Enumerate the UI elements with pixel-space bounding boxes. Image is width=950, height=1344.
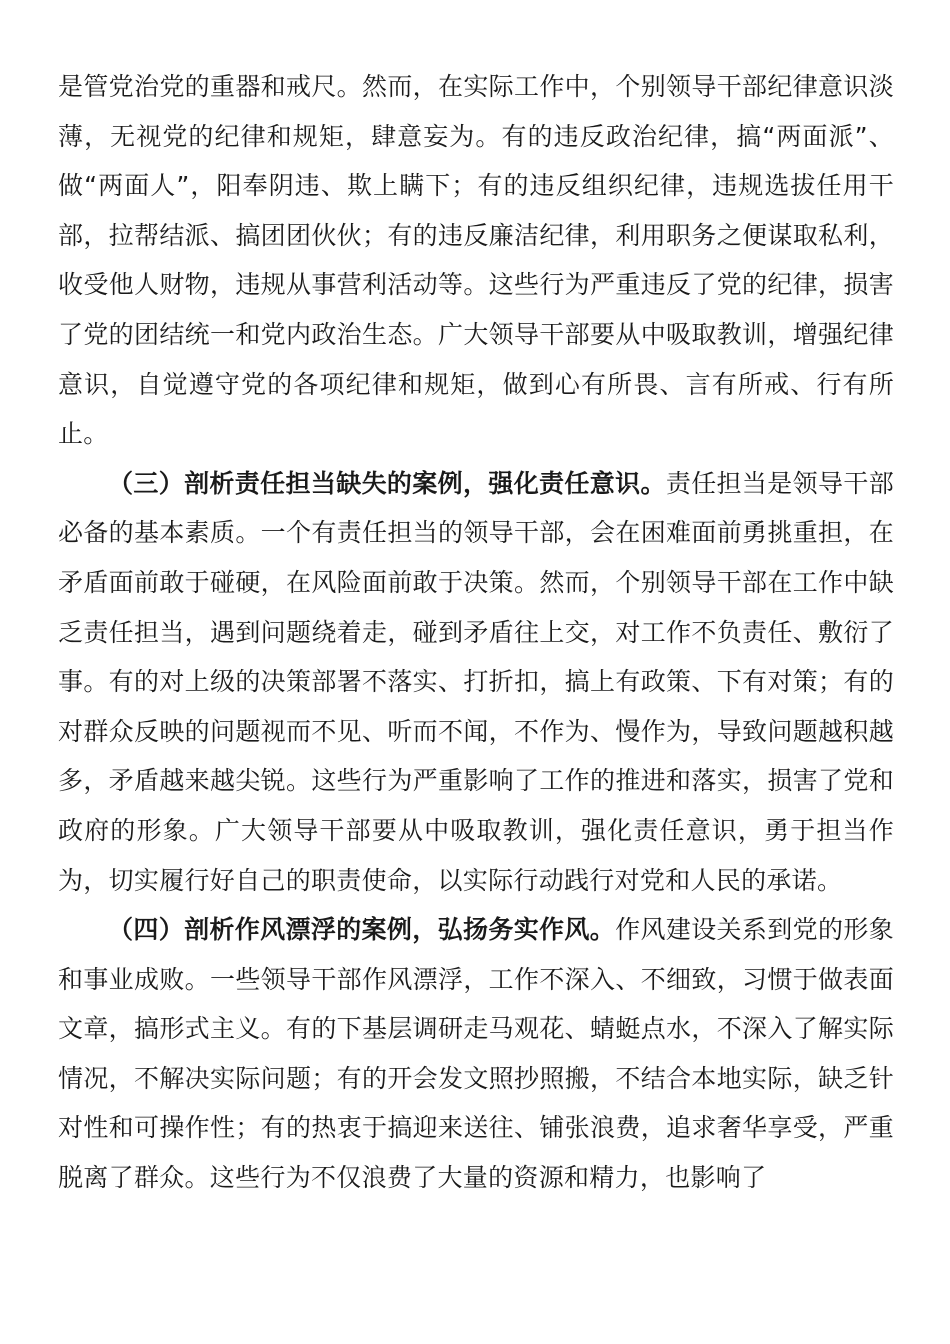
paragraph-responsibility — [58, 459, 894, 905]
paragraph-discipline-continued — [58, 62, 894, 459]
paragraph-body: 责任担当是领导干部必备的基本素质。一个有责任担当的领导干部，会在困难面前勇挑重担，在矛盾面前敢于碰硬，在风险面前敢于决策。然而，个别领导干部在工作中缺乏责任担当，遇到问题绕着走，碰到矛盾往上交，对工作不负责任、敷衍了事。有的对上级的决策部署不落实、打折扣，搞上有政策、下有对策；有的对群众反映的问题视而不见、听而不闻，不作为、慢作为，导致问题越积越多，矛盾越来越尖锐。这些行为严重影响了工作的推进和落实，损害了党和政府的形象。广大领导干部要从中吸取教训，强化责任意识，勇于担当作为，切实履行好自己的职责使命，以实际行动践行对党和人民的承诺。 — [58, 468, 894, 895]
paragraph-work-style — [58, 905, 894, 1203]
paragraph-body: 作风建设关系到党的形象和事业成败。一些领导干部作风漂浮，工作不深入、不细致，习惯于做表面文章，搞形式主义。有的下基层调研走马观花、蜻蜓点水，不深入了解实际情况，不解决实际问题；有的开会发文照抄照搬，不结合本地实际，缺乏针对性和可操作性；有的热衷于搞迎来送往、铺张浪费，追求奢华享受，严重脱离了群众。这些行为不仅浪费了大量的资源和精力，也影响了 — [58, 915, 894, 1193]
paragraph-body: 是管党治党的重器和戒尺。然而，在实际工作中，个别领导干部纪律意识淡薄，无视党的纪律和规矩，肆意妄为。有的违反政治纪律，搞“两面派”、做“两面人”，阳奉阴违、欺上瞒下；有的违反组织纪律，违规选拔任用干部，拉帮结派、搞团团伙伙；有的违反廉洁纪律，利用职务之便谋取私利，收受他人财物，违规从事营利活动等。这些行为严重违反了党的纪律，损害了党的团结统一和党内政治生态。广大领导干部要从中吸取教训，增强纪律意识，自觉遵守党的各项纪律和规矩，做到心有所畏、言有所戒、行有所止。 — [58, 72, 894, 449]
section-heading-4: （四）剖析作风漂浮的案例，弘扬务实作风。 — [108, 915, 616, 945]
document-page — [58, 62, 894, 1203]
section-heading-3: （三）剖析责任担当缺失的案例，强化责任意识。 — [108, 468, 666, 498]
